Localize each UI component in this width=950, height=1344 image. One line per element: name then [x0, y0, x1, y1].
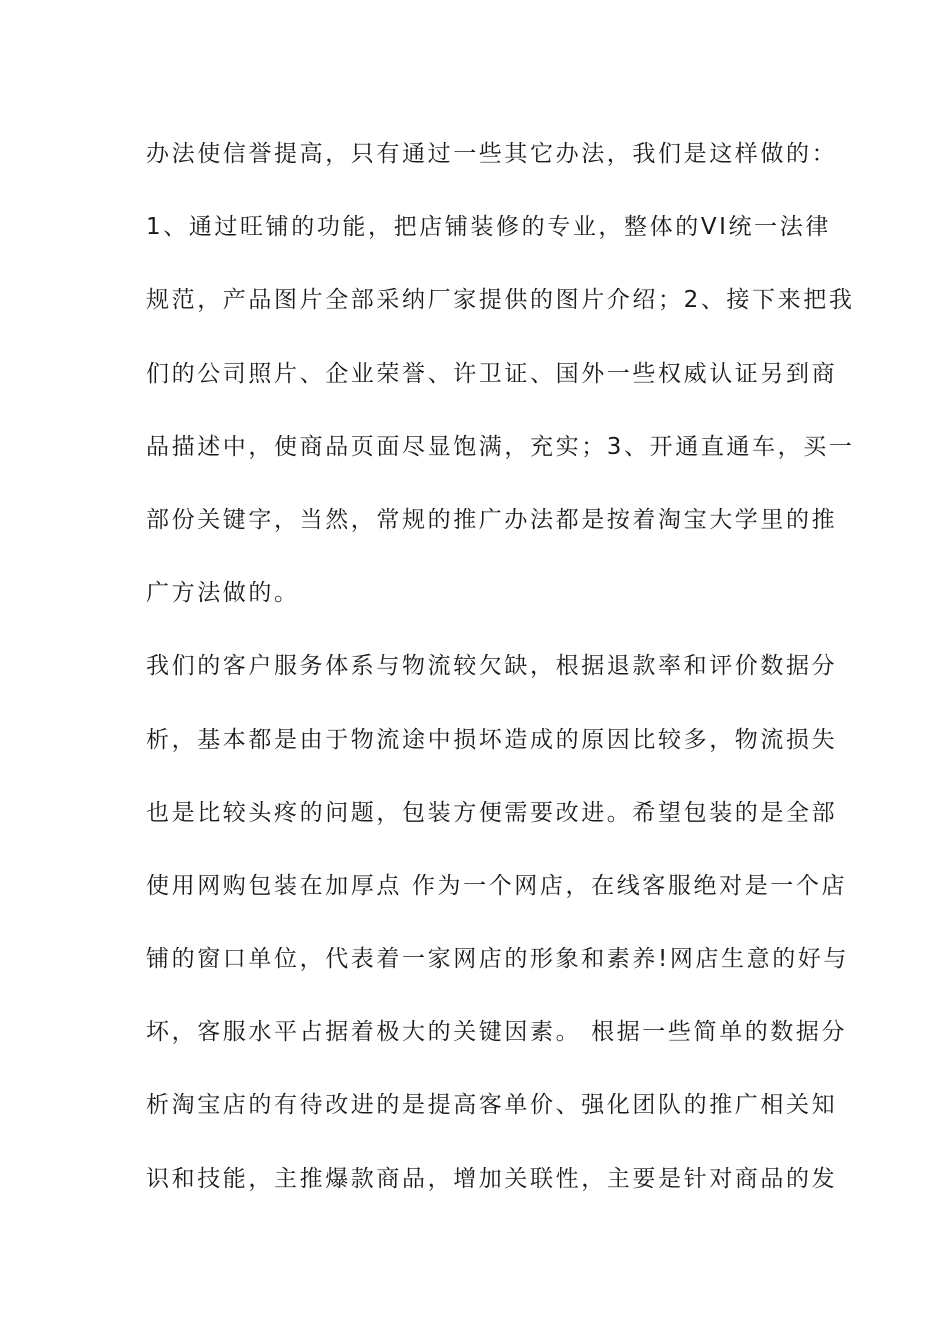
text-line: 办法使信誉提高，只有通过一些其它办法，我们是这样做的：	[146, 141, 838, 167]
text-line: 析，基本都是由于物流途中损坏造成的原因比较多，物流损失	[146, 726, 838, 753]
text-line: 识和技能，主推爆款商品，增加关联性，主要是针对商品的发	[146, 1165, 838, 1192]
text-line: 也是比较头疼的问题，包装方便需要改进。希望包装的是全部	[146, 799, 838, 826]
document-body	[146, 134, 855, 1232]
text-line: 广方法做的。	[146, 580, 300, 607]
text-line: 们的公司照片、企业荣誉、许卫证、国外一些权威认证另到商	[146, 360, 838, 387]
text-line: 规范，产品图片全部采纳厂家提供的图片介绍；2、接下来把我	[146, 287, 855, 314]
text-line: 铺的窗口单位，代表着一家网店的形象和素养!网店生意的好与	[146, 946, 850, 973]
text-line: 品描述中，使商品页面尽显饱满，充实；3、开通直通车，买一	[146, 433, 855, 460]
text-line: 坏，客服水平占据着极大的关键因素。 根据一些简单的数据分	[146, 1019, 848, 1046]
text-line: 1、通过旺铺的功能，把店铺装修的专业，整体的VI统一法律	[146, 214, 831, 241]
text-line: 析淘宝店的有待改进的是提高客单价、强化团队的推广相关知	[146, 1092, 838, 1119]
text-line: 使用网购包装在加厚点 作为一个网店，在线客服绝对是一个店	[146, 872, 848, 899]
text-line: 我们的客户服务体系与物流较欠缺，根据退款率和评价数据分	[146, 653, 838, 680]
text-line: 部份关键字，当然，常规的推广办法都是按着淘宝大学里的推	[146, 506, 838, 533]
